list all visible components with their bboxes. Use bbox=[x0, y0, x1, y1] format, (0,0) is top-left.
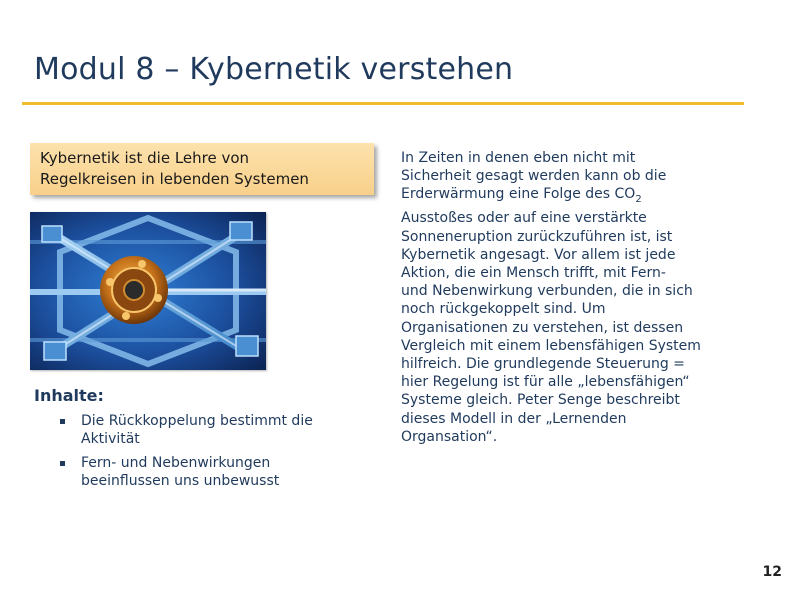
co2-text: Erderwärmung eine Folge des CO bbox=[401, 186, 636, 203]
title-divider bbox=[22, 102, 744, 105]
definition-line: Kybernetik ist die Lehre von bbox=[40, 149, 250, 167]
paragraph-line: Ausstoßes oder auf eine verstärkte bbox=[401, 210, 647, 227]
cybernetic-structure-photo bbox=[30, 212, 266, 370]
paragraph-line: Organisationen zu verstehen, ist dessen bbox=[401, 319, 684, 336]
contents-list bbox=[60, 412, 360, 496]
bullet-square-icon bbox=[60, 461, 65, 466]
list-item-line: Fern- und Nebenwirkungen bbox=[81, 455, 271, 471]
list-item bbox=[60, 454, 360, 490]
bullet-square-icon bbox=[60, 419, 65, 424]
paragraph-line: hier Regelung ist für alle „lebensfähigen“ bbox=[401, 374, 690, 391]
paragraph-line: dieses Modell in der „Lernenden bbox=[401, 410, 627, 427]
body-paragraph bbox=[401, 149, 761, 446]
definition-box bbox=[30, 143, 374, 195]
paragraph-line bbox=[401, 185, 761, 209]
list-item-line: beeinflussen uns unbewusst bbox=[81, 473, 280, 489]
slide-title: Modul 8 – Kybernetik verstehen bbox=[34, 52, 514, 87]
paragraph-line: Sonneneruption zurückzuführen ist, ist bbox=[401, 228, 673, 245]
list-item-line: Die Rückkoppelung bestimmt die bbox=[81, 413, 313, 429]
paragraph-line: hilfreich. Die grundlegende Steuerung = bbox=[401, 356, 685, 373]
paragraph-line: In Zeiten in denen eben nicht mit bbox=[401, 150, 636, 166]
paragraph-line: Aktion, die ein Mensch trifft, mit Fern- bbox=[401, 265, 666, 282]
paragraph-line: Organsation“. bbox=[401, 428, 498, 445]
paragraph-line: und Nebenwirkung verbunden, die in sich bbox=[401, 283, 693, 300]
paragraph-line: noch rückgekoppelt sind. Um bbox=[401, 301, 606, 318]
co2-subscript: 2 bbox=[635, 194, 642, 206]
paragraph-line: Systeme gleich. Peter Senge beschreibt bbox=[401, 392, 680, 409]
paragraph-line: Vergleich mit einem lebensfähigen System bbox=[401, 337, 701, 354]
contents-heading: Inhalte: bbox=[34, 386, 104, 405]
paragraph-line: Kybernetik angesagt. Vor allem ist jede bbox=[401, 246, 676, 263]
definition-line: Regelkreisen in lebenden Systemen bbox=[40, 170, 309, 188]
page-number: 12 bbox=[762, 564, 782, 580]
paragraph-line: Sicherheit gesagt werden kann ob die bbox=[401, 168, 667, 185]
list-item bbox=[60, 412, 360, 448]
list-item-line: Aktivität bbox=[81, 431, 140, 447]
